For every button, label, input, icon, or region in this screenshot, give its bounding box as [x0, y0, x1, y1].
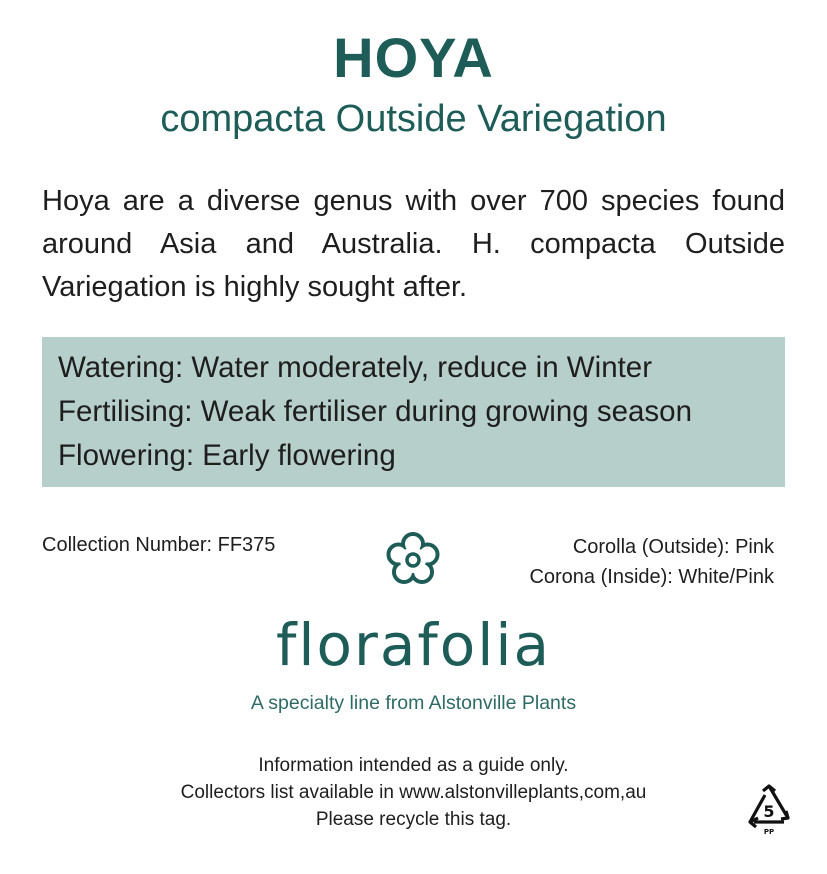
plant-species-subtitle: compacta Outside Variegation [160, 98, 667, 140]
florafolia-logo: florafolia [275, 611, 552, 679]
corona-colour: Corona (Inside): White/Pink [529, 566, 774, 588]
recycle-pp-icon [744, 782, 794, 838]
care-instructions-panel [42, 337, 785, 487]
care-flowering: Flowering: Early flowering [58, 439, 396, 472]
corolla-colour: Corolla (Outside): Pink [572, 536, 774, 558]
collection-number: Collection Number: FF375 [42, 534, 276, 556]
care-fertilising: Fertilising: Weak fertiliser during growing season [58, 395, 692, 428]
plant-genus-title: HOYA [333, 26, 494, 89]
recycle-number: 5 [763, 802, 775, 821]
footer-collectors-list: Collectors list available in www.alstonvilleplants,com,au [180, 782, 647, 803]
care-watering: Watering: Water moderately, reduce in Winter [58, 351, 653, 384]
recycle-code: PP [763, 828, 775, 836]
footer-notes [0, 752, 827, 833]
footer-disclaimer: Information intended as a guide only. [258, 755, 569, 776]
flower-colour-info [529, 532, 774, 592]
plant-description: Hoya are a diverse genus with over 700 species found around Asia and Australia. H. compacta Outside Variegation is highly sought after. [42, 185, 785, 303]
footer-recycle-note: Please recycle this tag. [315, 809, 512, 830]
flower-icon [384, 530, 442, 588]
brand-tagline: A specialty line from Alstonville Plants [250, 692, 577, 714]
